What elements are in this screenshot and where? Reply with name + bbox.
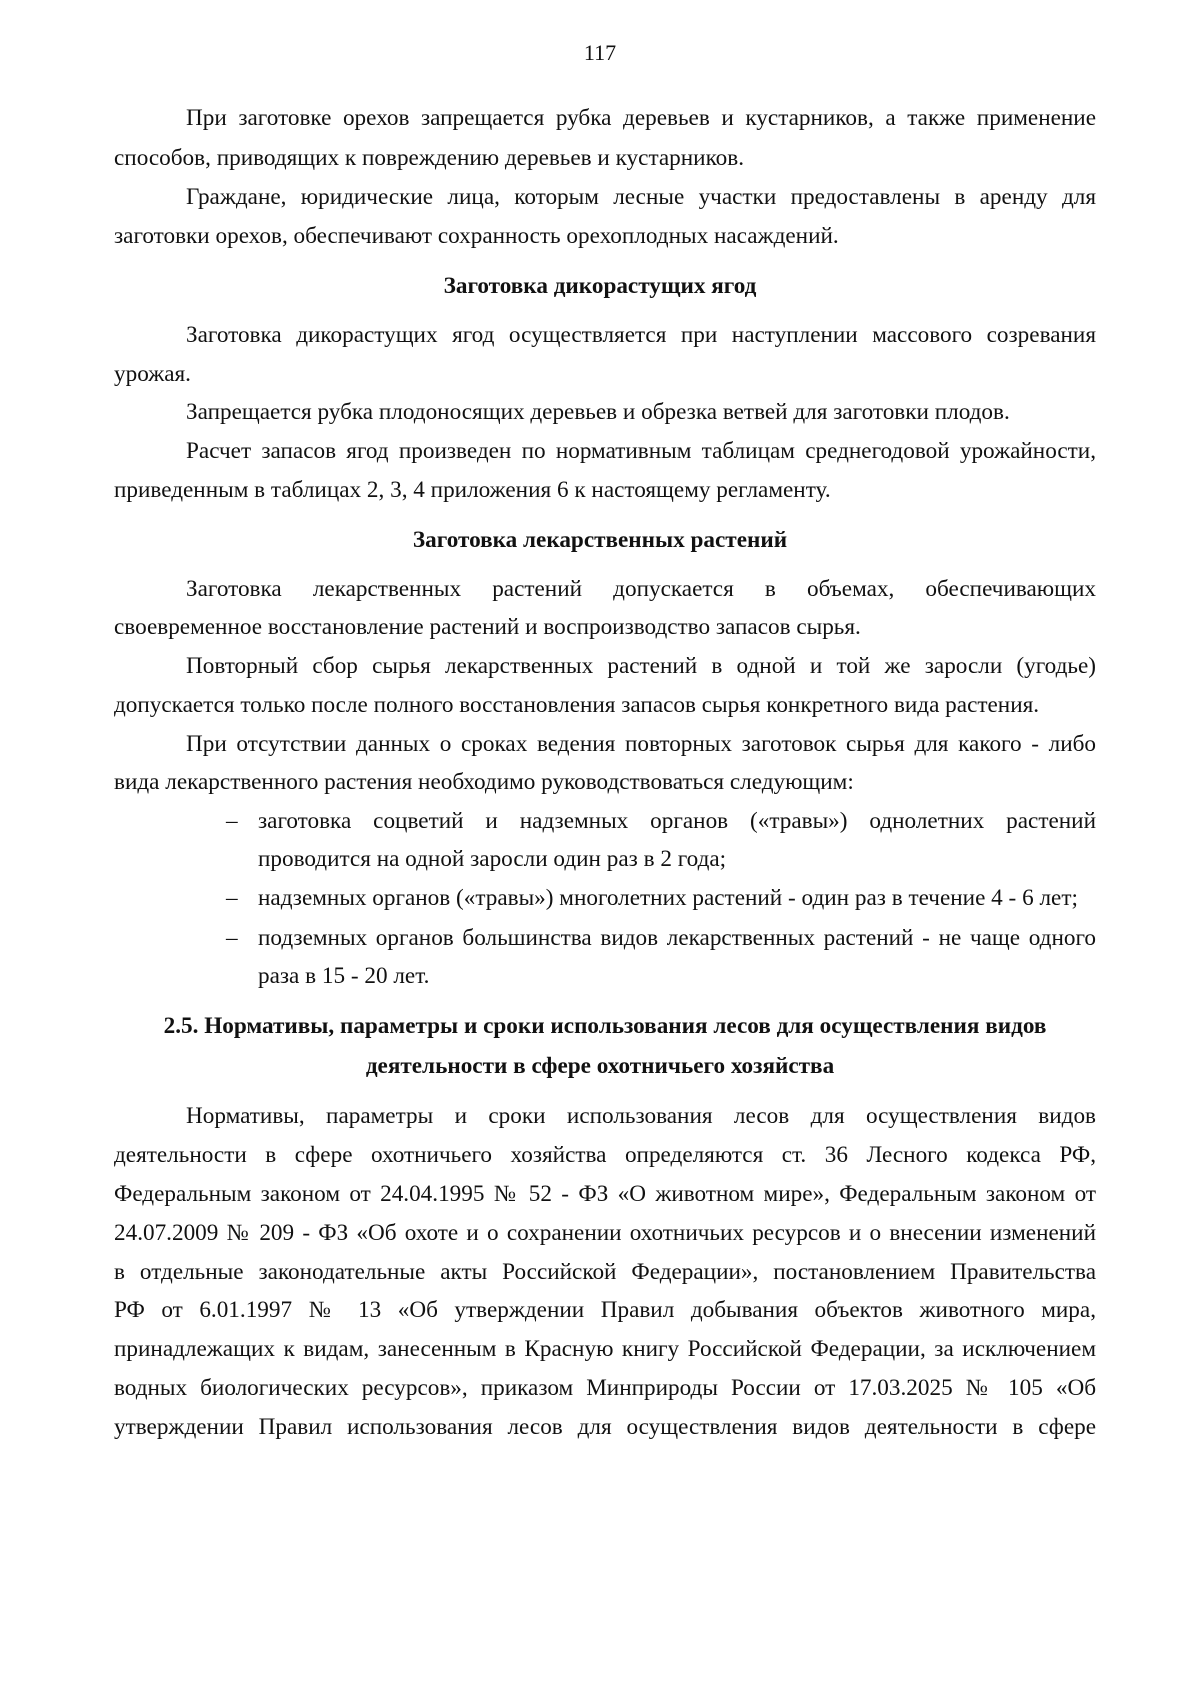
paragraph-line: деятельности в сфере охотничьего хозяйства определяются ст. 36 Лесного кодекса РФ, xyxy=(114,1142,1096,1168)
paragraph-line: Повторный сбор сырья лекарственных растений в одной и той же заросли (угодье) xyxy=(186,653,1096,679)
paragraph-line: При заготовке орехов запрещается рубка деревьев и кустарников, а также применение xyxy=(186,105,1096,131)
list-item-line: раза в 15 - 20 лет. xyxy=(258,963,430,989)
paragraph-line: Расчет запасов ягод произведен по нормативным таблицам среднегодовой урожайности, xyxy=(186,438,1096,464)
paragraph-line: РФ от 6.01.1997 № 13 «Об утверждении Правил добывания объектов животного мира, xyxy=(114,1297,1096,1323)
paragraph-line: вида лекарственного растения необходимо руководствоваться следующим: xyxy=(114,769,854,795)
bullet-dash: – xyxy=(226,885,238,911)
bullet-dash: – xyxy=(226,925,238,951)
paragraph-line: Граждане, юридические лица, которым лесные участки предоставлены в аренду для xyxy=(186,184,1096,210)
paragraph-line: При отсутствии данных о сроках ведения повторных заготовок сырья для какого - либо xyxy=(186,731,1096,757)
paragraph-line: в отдельные законодательные акты Российской Федерации», постановлением Правительства xyxy=(114,1259,1096,1285)
page-number: 117 xyxy=(583,40,617,65)
list-item-line: заготовка соцветий и надземных органов («травы») однолетних растений xyxy=(258,808,1096,834)
list-item-line: подземных органов большинства видов лекарственных растений - не чаще одного xyxy=(258,925,1096,951)
paragraph-line: утверждении Правил использования лесов для осуществления видов деятельности в сфере xyxy=(114,1414,1096,1440)
paragraph-line: Нормативы, параметры и сроки использования лесов для осуществления видов xyxy=(186,1103,1096,1129)
paragraph-line: водных биологических ресурсов», приказом Минприроды России от 17.03.2025 № 105 «Об xyxy=(114,1375,1096,1401)
list-item-line: надземных органов («травы») многолетних растений - один раз в течение 4 - 6 лет; xyxy=(258,885,1078,911)
section-heading: Заготовка лекарственных растений xyxy=(412,527,788,553)
paragraph-line: заготовки орехов, обеспечивают сохранность орехоплодных насаждений. xyxy=(114,223,839,249)
section-heading: Заготовка дикорастущих ягод xyxy=(443,273,757,299)
paragraph-line: Заготовка дикорастущих ягод осуществляется при наступлении массового созревания xyxy=(186,322,1096,348)
paragraph-line: 24.07.2009 № 209 - ФЗ «Об охоте и о сохранении охотничьих ресурсов и о внесении изменений xyxy=(114,1220,1096,1246)
section-heading: деятельности в сфере охотничьего хозяйства xyxy=(365,1053,835,1079)
paragraph-line: Запрещается рубка плодоносящих деревьев и обрезка ветвей для заготовки плодов. xyxy=(186,399,1010,425)
paragraph-line: приведенным в таблицах 2, 3, 4 приложения 6 к настоящему регламенту. xyxy=(114,477,831,503)
paragraph-line: своевременное восстановление растений и воспроизводство запасов сырья. xyxy=(114,614,861,640)
section-heading: 2.5. Нормативы, параметры и сроки использования лесов для осуществления видов xyxy=(163,1013,1047,1039)
paragraph-line: Заготовка лекарственных растений допускается в объемах, обеспечивающих xyxy=(186,576,1096,602)
paragraph-line: принадлежащих к видам, занесенным в Красную книгу Российской Федерации, за исключением xyxy=(114,1336,1096,1362)
bullet-dash: – xyxy=(226,808,238,834)
paragraph-line: допускается только после полного восстановления запасов сырья конкретного вида растения. xyxy=(114,692,1040,718)
paragraph-line: урожая. xyxy=(114,361,191,387)
paragraph-line: способов, приводящих к повреждению деревьев и кустарников. xyxy=(114,145,744,171)
paragraph-line: Федеральным законом от 24.04.1995 № 52 - ФЗ «О животном мире», Федеральным законом от xyxy=(114,1181,1096,1207)
list-item-line: проводится на одной заросли один раз в 2 года; xyxy=(258,846,727,872)
